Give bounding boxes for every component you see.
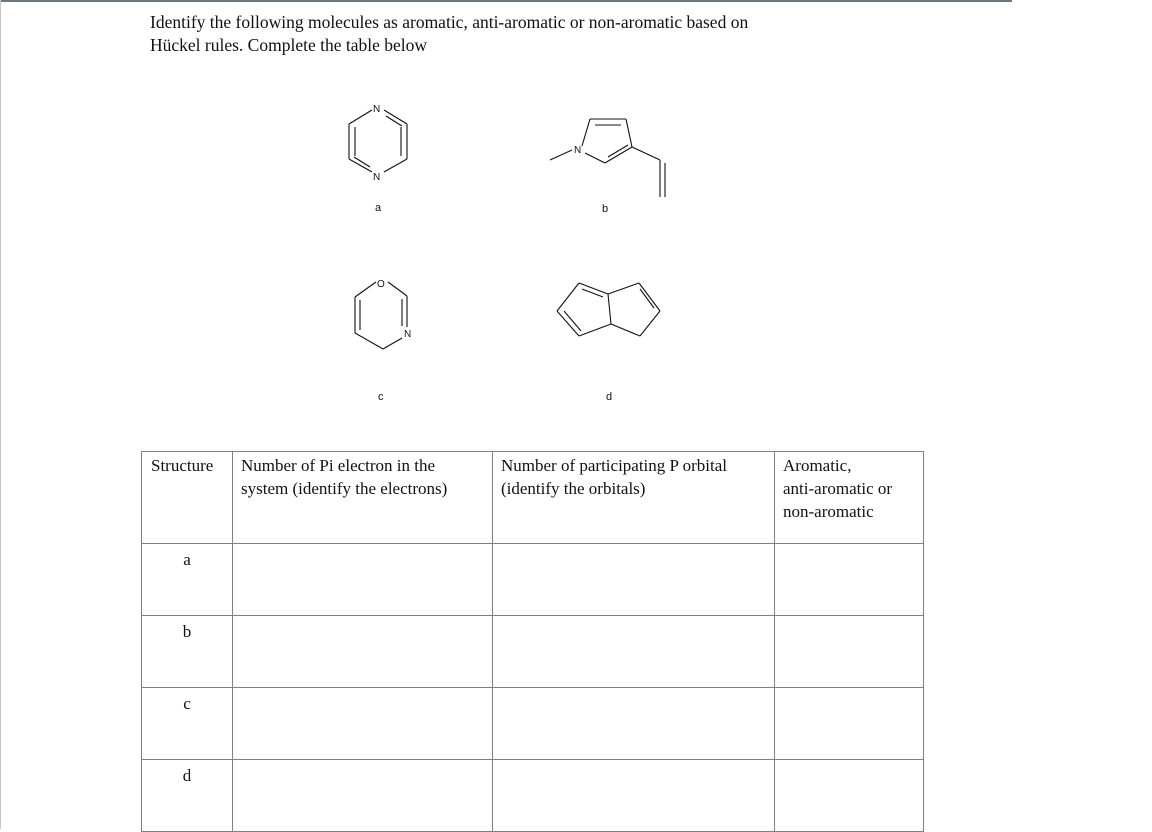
row-c-structure: c: [142, 688, 233, 760]
row-a-structure: a: [142, 544, 233, 616]
methyl-vinyl-pyrrole-structure-icon: [550, 119, 665, 197]
molecule-c-atom-2: N: [404, 329, 412, 340]
molecule-d-label: d: [606, 391, 613, 403]
row-c-aromaticity-cell[interactable]: [775, 688, 924, 760]
row-d-pi-electrons-cell[interactable]: [233, 760, 493, 832]
header-pi-electrons: Number of Pi electron in the system (identify the electrons): [233, 452, 493, 544]
header-p-orbitals: Number of participating P orbital (identify the orbitals): [493, 452, 775, 544]
row-c-pi-electrons-cell[interactable]: [233, 688, 493, 760]
pyrazine-structure-icon: [349, 110, 407, 172]
oxazine-structure-icon: [355, 282, 407, 349]
row-a-aromaticity-cell[interactable]: [775, 544, 924, 616]
table-row: [142, 760, 924, 832]
molecule-a-atom-2: N: [373, 172, 381, 183]
header-aromaticity: [775, 452, 924, 544]
header-aromaticity-line-3: non-aromatic: [783, 502, 874, 521]
row-c-p-orbitals-cell[interactable]: [493, 688, 775, 760]
row-a-p-orbitals-cell[interactable]: [493, 544, 775, 616]
molecule-b-label: b: [602, 203, 609, 215]
row-b-aromaticity-cell[interactable]: [775, 616, 924, 688]
row-d-aromaticity-cell[interactable]: [775, 760, 924, 832]
instructions-line-1: Identify the following molecules as aromatic, anti-aromatic or non-aromatic based on: [150, 12, 749, 32]
header-aromaticity-line-1: Aromatic,: [783, 456, 852, 475]
row-b-structure: b: [142, 616, 233, 688]
table-row: [142, 688, 924, 760]
molecule-c-label: c: [378, 391, 384, 403]
molecule-c-atom-1: O: [377, 279, 385, 290]
header-aromaticity-line-2: anti-aromatic or: [783, 479, 893, 498]
table-row: [142, 544, 924, 616]
instructions-line-2: Hückel rules. Complete the table below: [150, 35, 428, 55]
pentalene-structure-icon: [557, 283, 660, 336]
molecule-a-label: a: [375, 202, 382, 214]
row-d-structure: d: [142, 760, 233, 832]
row-d-p-orbitals-cell[interactable]: [493, 760, 775, 832]
table-header-row: [142, 452, 924, 544]
row-b-pi-electrons-cell[interactable]: [233, 616, 493, 688]
answer-table: [141, 451, 924, 832]
molecule-a-atom-1: N: [373, 104, 381, 115]
header-structure: Structure: [142, 452, 233, 544]
molecule-b-atom-1: N: [574, 145, 582, 156]
table-row: [142, 616, 924, 688]
row-b-p-orbitals-cell[interactable]: [493, 616, 775, 688]
row-a-pi-electrons-cell[interactable]: [233, 544, 493, 616]
